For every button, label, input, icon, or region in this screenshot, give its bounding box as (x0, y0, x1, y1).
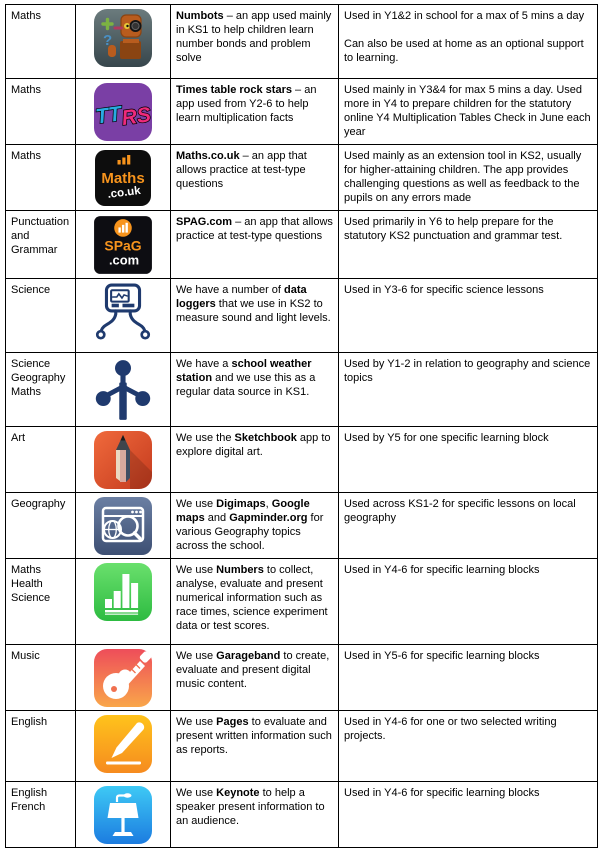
description-text: – an app used from Y2-6 to help learn multiplication facts (176, 84, 317, 124)
usage-text: Used in Y1&2 in school for a max of 5 mins a day (344, 10, 585, 22)
description-text: Gapminder.org (229, 512, 308, 524)
description-cell (171, 782, 339, 848)
description-text: Maths.co.uk (176, 150, 240, 162)
usage-cell (339, 145, 598, 211)
usage-cell (339, 711, 598, 782)
table-row (6, 645, 598, 711)
icon-cell (76, 559, 171, 645)
subject-cell (6, 211, 76, 279)
description-text: app to explore digital art. (176, 432, 331, 458)
mathscouk-icon (93, 148, 153, 208)
description-text: We have a number of (176, 284, 285, 296)
usage-cell (339, 353, 598, 427)
description-cell (171, 5, 339, 79)
subject-cell (6, 782, 76, 848)
usage-cell (339, 493, 598, 559)
svg-text:.co.uk: .co.uk (106, 184, 142, 201)
subject-cell (6, 279, 76, 353)
subject-cell (6, 5, 76, 79)
table-row (6, 5, 598, 79)
icon-cell (76, 79, 171, 145)
description-text: SPAG.com (176, 216, 233, 228)
subject-line: Maths (11, 84, 41, 96)
description-text: We use (176, 650, 217, 662)
ttrs-icon (93, 82, 153, 142)
subject-line: Punctuation (11, 216, 70, 228)
table-row (6, 145, 598, 211)
subject-cell (6, 493, 76, 559)
description-cell (171, 427, 339, 493)
description-cell (171, 79, 339, 145)
description-text: school weather station (176, 358, 312, 384)
description-text: and we use this as a regular data source in KS1. (176, 372, 316, 398)
usage-cell (339, 427, 598, 493)
description-cell (171, 645, 339, 711)
description-text: Google maps (176, 498, 310, 524)
description-text: Digimaps (216, 498, 266, 510)
description-text: Numbers (216, 564, 264, 576)
usage-cell (339, 211, 598, 279)
subject-cell (6, 145, 76, 211)
subject-cell (6, 711, 76, 782)
usage-text: Used in Y4-6 for specific learning blocks (344, 564, 540, 576)
subject-line: Maths (11, 10, 41, 22)
table-row (6, 79, 598, 145)
usage-cell (339, 782, 598, 848)
description-text: – an app that allows practice at test-type questions (176, 216, 333, 242)
numbots-icon (93, 8, 153, 68)
description-cell (171, 493, 339, 559)
subject-line: French (11, 801, 46, 813)
svg-text:TTRS: TTRS (94, 102, 153, 131)
subject-line: Geography (11, 372, 66, 384)
spag-icon (92, 214, 154, 276)
usage-text: Used primarily in Y6 to help prepare for the statutory KS2 punctuation and grammar test. (344, 216, 563, 242)
description-text: Pages (216, 716, 249, 728)
numbers-icon (93, 562, 153, 622)
usage-cell (339, 5, 598, 79)
description-text: We use (176, 564, 217, 576)
table-row (6, 211, 598, 279)
svg-text:?: ? (103, 32, 113, 49)
subject-line: Music (11, 650, 40, 662)
usage-text: Used in Y5-6 for specific learning blocks (344, 650, 540, 662)
usage-cell (339, 279, 598, 353)
description-text: We use the (176, 432, 235, 444)
usage-text: Used by Y1-2 in relation to geography and science topics (344, 358, 591, 384)
icon-cell (76, 645, 171, 711)
table-row (6, 353, 598, 427)
description-text: to collect, analyse, evaluate and present numerical information such as race times, science experiment data or test scores. (176, 564, 328, 632)
table-row (6, 279, 598, 353)
description-text: – an app used mainly in KS1 to help children learn number bonds and problem solve (176, 10, 332, 64)
subject-cell (6, 79, 76, 145)
svg-text:SPaG: SPaG (104, 237, 142, 254)
description-text: Times table rock stars (176, 84, 292, 96)
subject-cell (6, 645, 76, 711)
description-text: , (265, 498, 272, 510)
usage-text: Used in Y4-6 for specific learning blocks (344, 787, 540, 799)
subject-line: Science (11, 592, 51, 604)
icon-cell (76, 279, 171, 353)
table-row (6, 559, 598, 645)
description-text: Keynote (216, 787, 260, 799)
usage-text: Used across KS1-2 for specific lessons on local geography (344, 498, 576, 524)
description-cell (171, 145, 339, 211)
subject-line: and (11, 230, 30, 242)
subject-line: Science (11, 284, 51, 296)
svg-text:Maths: Maths (101, 170, 145, 187)
icon-cell (76, 782, 171, 848)
description-text: – an app that allows practice at test-type questions (176, 150, 307, 190)
subject-line: English (11, 716, 48, 728)
svg-text:.com: .com (108, 252, 140, 268)
usage-text: Used in Y4-6 for one or two selected writing projects. (344, 716, 557, 742)
description-text: that we use in KS2 to measure sound and light levels. (176, 298, 331, 324)
description-cell (171, 279, 339, 353)
usage-text: Used by Y5 for one specific learning block (344, 432, 549, 444)
subject-line: Maths (11, 386, 41, 398)
garageband-icon (93, 648, 153, 708)
sketchbook-icon (93, 430, 153, 490)
datalogger-icon (92, 282, 154, 344)
icon-cell (76, 493, 171, 559)
description-cell (171, 559, 339, 645)
description-text: Numbots (176, 10, 224, 22)
apps-table-body (6, 5, 598, 848)
description-text: to create, evaluate and present digital music content. (176, 650, 330, 690)
usage-text: Used mainly as an extension tool in KS2, usually for higher-attaining children. The app provides challenging questions as well as feedback to the pupils on any errors made (344, 150, 582, 204)
subject-line: English (11, 787, 48, 799)
pages-icon (93, 714, 153, 774)
description-text: for various Geography topics across the school. (176, 512, 324, 552)
weatherstation-icon (91, 356, 155, 424)
icon-cell (76, 427, 171, 493)
description-text: data loggers (176, 284, 307, 310)
usage-text: Used mainly in Y3&4 for max 5 mins a day. Used more in Y4 to prepare children for the statutory online Y4 Multiplication Tables Check in June each year (344, 84, 591, 138)
keynote-icon (93, 785, 153, 845)
subject-line: Maths (11, 150, 41, 162)
digimaps-icon (93, 496, 153, 556)
table-row (6, 782, 598, 848)
description-text: to help a speaker present information to an audience. (176, 787, 325, 827)
icon-cell (76, 353, 171, 427)
table-row (6, 493, 598, 559)
usage-cell (339, 645, 598, 711)
subject-line: Art (11, 432, 26, 444)
usage-text: Can also be used at home as an optional support to learning. (344, 38, 584, 64)
usage-text (344, 23, 592, 37)
description-cell (171, 711, 339, 782)
icon-cell (76, 711, 171, 782)
description-cell (171, 211, 339, 279)
icon-cell (76, 211, 171, 279)
description-text: and (204, 512, 230, 524)
table-row (6, 427, 598, 493)
description-text: We have a (176, 358, 232, 370)
subject-cell (6, 353, 76, 427)
description-text: Sketchbook (234, 432, 297, 444)
subject-cell (6, 559, 76, 645)
subject-cell (6, 427, 76, 493)
description-text: We use (176, 787, 217, 799)
description-text: Garageband (216, 650, 281, 662)
subject-line: Grammar (11, 244, 58, 256)
description-text: We use (176, 716, 217, 728)
description-text: to evaluate and present written information such as reports. (176, 716, 332, 756)
subject-line: Health (11, 578, 43, 590)
subject-line: Geography (11, 498, 66, 510)
table-row (6, 711, 598, 782)
usage-cell (339, 559, 598, 645)
subject-line: Science (11, 358, 51, 370)
icon-cell (76, 145, 171, 211)
usage-text: Used in Y3-6 for specific science lessons (344, 284, 544, 296)
description-text: We use (176, 498, 217, 510)
usage-cell (339, 79, 598, 145)
apps-table (5, 4, 598, 848)
icon-cell (76, 5, 171, 79)
description-cell (171, 353, 339, 427)
subject-line: Maths (11, 564, 41, 576)
